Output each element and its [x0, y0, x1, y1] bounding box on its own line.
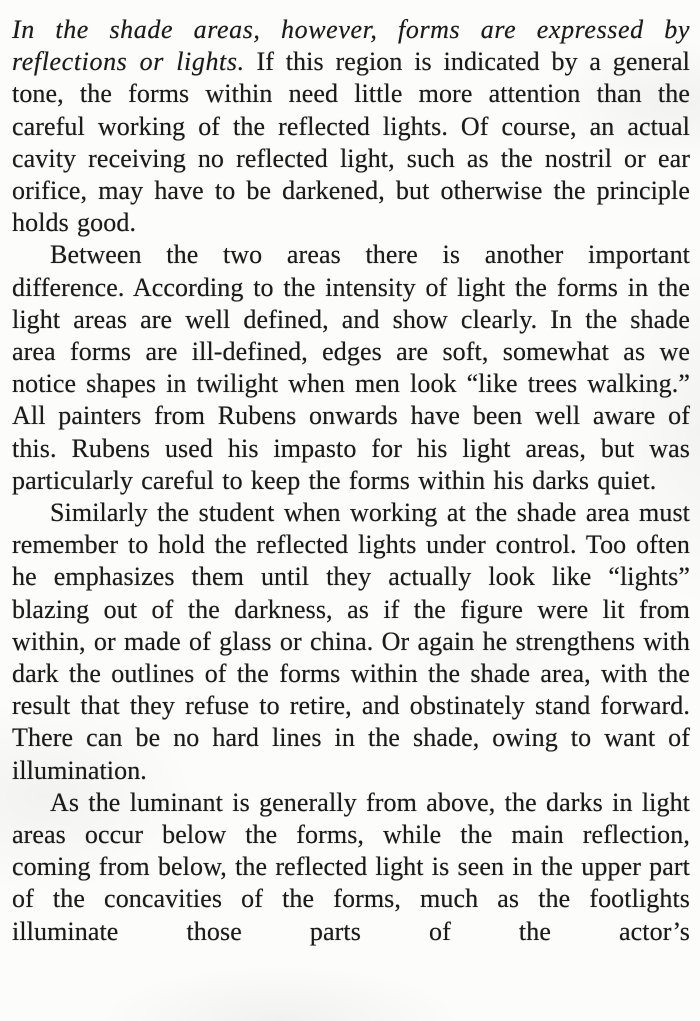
paragraph-3: Similarly the student when working at the shade area must remember to hold the reflected lights under control. Too often he emphasizes them until they actually look like “lights” blazing out of the darkness, as if the figure were lit from within, or made of glass or china. Or again he strengthens with dark the outlines of the forms within the shade area, with the result that they refuse to retire, and obstinately stand forward. There can be no hard lines in the shade, owing to want of illumination. [12, 498, 690, 785]
paragraph-1-italic-lead: In the shade areas, however, forms are expressed by reflections or lights. [12, 15, 690, 77]
paragraph-2: Between the two areas there is another important difference. According to the intensity of light the forms in the light areas are well defined, and show clearly. In the shade area forms are ill-defined, edges are soft, somewhat as we notice shapes in twilight when men look “like trees walking.” All painters from Rubens onwards have been well aware of this. Rubens used his impasto for his light areas, but was particularly careful to keep the forms within his darks quiet. [12, 240, 690, 495]
paragraph-1 [12, 14, 690, 239]
paragraph-4: As the luminant is generally from above, the darks in light areas occur below the forms, while the main reflection, coming from below, the reflected light is seen in the upper part of the concavities of the forms, much as the footlights illuminate those parts of the actor’s [12, 787, 690, 946]
paragraph-1-text: If this region is indicated by a general tone, the forms within need little more attention than the careful working of the reflected lights. Of course, an actual cavity receiving no reflected light, such as the nostril or ear orifice, may have to be darkened, but otherwise the principle holds good. [12, 47, 691, 238]
